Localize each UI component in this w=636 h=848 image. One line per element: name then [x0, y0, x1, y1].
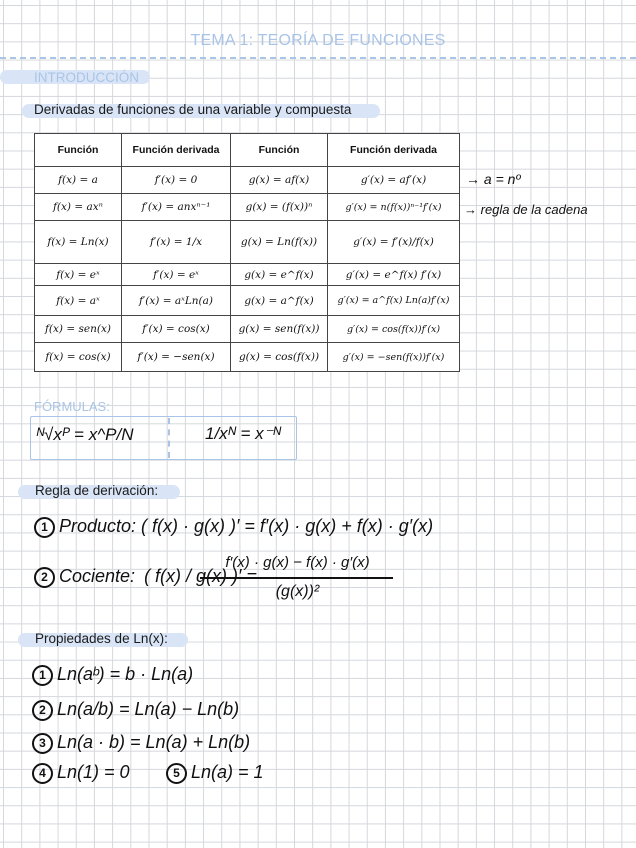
- table-cell: g(x) = Ln(f(x)): [231, 221, 328, 264]
- table-cell: f′(x) = 0: [122, 167, 231, 194]
- page-title: TEMA 1: TEORÍA DE FUNCIONES: [190, 32, 446, 49]
- table-cell: f(x) = eˣ: [35, 264, 122, 286]
- table-cell: f(x) = axⁿ: [35, 194, 122, 221]
- table-cell: f′(x) = anxⁿ⁻¹: [122, 194, 231, 221]
- table-cell: g′(x) = a^f(x) Ln(a)f′(x): [328, 286, 460, 316]
- table-row: [35, 194, 460, 221]
- number-badge: 1: [34, 517, 55, 538]
- table-cell: f(x) = a: [35, 167, 122, 194]
- column-header: Función: [35, 134, 122, 167]
- formula-root: ᴺ√xᴾ = x^P/N: [36, 425, 134, 444]
- formula-inverse: 1/xᴺ = x⁻ᴺ: [205, 424, 281, 443]
- table-row: [35, 286, 460, 316]
- table-cell: g(x) = cos(f(x)): [231, 343, 328, 372]
- table-row: [35, 221, 460, 264]
- table-cell: g′(x) = cos(f(x))f′(x): [328, 316, 460, 343]
- table-cell: g(x) = e^f(x): [231, 264, 328, 286]
- ln-property-text: Ln(a · b) = Ln(a) + Ln(b): [57, 732, 251, 752]
- table-header-row: [35, 134, 460, 167]
- table-cell: f(x) = aˣ: [35, 286, 122, 316]
- table-cell: g(x) = sen(f(x)): [231, 316, 328, 343]
- ln-property-text: Ln(1) = 0: [57, 762, 130, 782]
- number-badge: 2: [32, 700, 53, 721]
- section-intro: INTRODUCCIÓN: [34, 70, 139, 85]
- rule-quotient-left: ( f(x) / g(x) )′: [144, 566, 242, 586]
- rule-product-text: Producto: ( f(x) · g(x) )′ = f′(x) · g(x) + f(x) · g′(x): [59, 516, 434, 536]
- ln-property-text: Ln(a) = 1: [191, 762, 264, 782]
- heading-rule: Regla de derivación:: [35, 483, 159, 498]
- derivatives-table: [34, 133, 460, 372]
- section-formulas: FÓRMULAS:: [34, 399, 110, 414]
- table-cell: f(x) = sen(x): [35, 316, 122, 343]
- number-badge: 1: [32, 665, 53, 686]
- table-row: [35, 167, 460, 194]
- table-cell: g(x) = a^f(x): [231, 286, 328, 316]
- table-row: [35, 316, 460, 343]
- ln-property-text: Ln(a/b) = Ln(a) − Ln(b): [57, 699, 240, 719]
- table-row: [35, 264, 460, 286]
- fraction-bar: [200, 577, 393, 579]
- rule-product: [34, 516, 433, 538]
- table-cell: f′(x) = eˣ: [122, 264, 231, 286]
- table-cell: g′(x) = e^f(x) f′(x): [328, 264, 460, 286]
- number-badge: 2: [34, 567, 55, 588]
- heading-derivatives: Derivadas de funciones de una variable y compuesta: [34, 102, 352, 117]
- table-cell: g′(x) = n(f(x))ⁿ⁻¹f′(x): [328, 194, 460, 221]
- equals-sign: =: [246, 566, 257, 586]
- ln-property: [166, 762, 264, 784]
- ln-property: [32, 664, 193, 686]
- table-cell: g(x) = (f(x))ⁿ: [231, 194, 328, 221]
- number-badge: 3: [32, 733, 53, 754]
- quotient-denominator: (g(x))²: [275, 583, 320, 600]
- ln-property: [32, 762, 130, 784]
- table-cell: g′(x) = −sen(f(x))f′(x): [328, 343, 460, 372]
- title-divider: [0, 57, 636, 59]
- column-header: Función: [231, 134, 328, 167]
- table-row: [35, 343, 460, 372]
- annotation-chain-rule: → regla de la cadena: [464, 202, 588, 217]
- ln-property: [32, 732, 250, 754]
- table-cell: f′(x) = −sen(x): [122, 343, 231, 372]
- rule-quotient-label: Cociente:: [59, 566, 136, 586]
- column-header: Función derivada: [328, 134, 460, 167]
- ln-property-text: Ln(aᵇ) = b · Ln(a): [57, 664, 194, 684]
- table-cell: f(x) = Ln(x): [35, 221, 122, 264]
- number-badge: 5: [166, 763, 187, 784]
- column-header: Función derivada: [122, 134, 231, 167]
- table-cell: g′(x) = af′(x): [328, 167, 460, 194]
- table-cell: g(x) = af(x): [231, 167, 328, 194]
- formulas-divider: [168, 418, 170, 458]
- table-cell: f′(x) = 1/x: [122, 221, 231, 264]
- annotation-constant: → a = nº: [466, 171, 521, 187]
- quotient-numerator: f′(x) · g(x) − f(x) · g′(x): [225, 554, 370, 571]
- heading-ln: Propiedades de Ln(x):: [35, 631, 168, 646]
- ln-property: [32, 699, 239, 721]
- table-cell: g′(x) = f′(x)/f(x): [328, 221, 460, 264]
- number-badge: 4: [32, 763, 53, 784]
- table-cell: f′(x) = aˣLn(a): [122, 286, 231, 316]
- table-cell: f′(x) = cos(x): [122, 316, 231, 343]
- table-cell: f(x) = cos(x): [35, 343, 122, 372]
